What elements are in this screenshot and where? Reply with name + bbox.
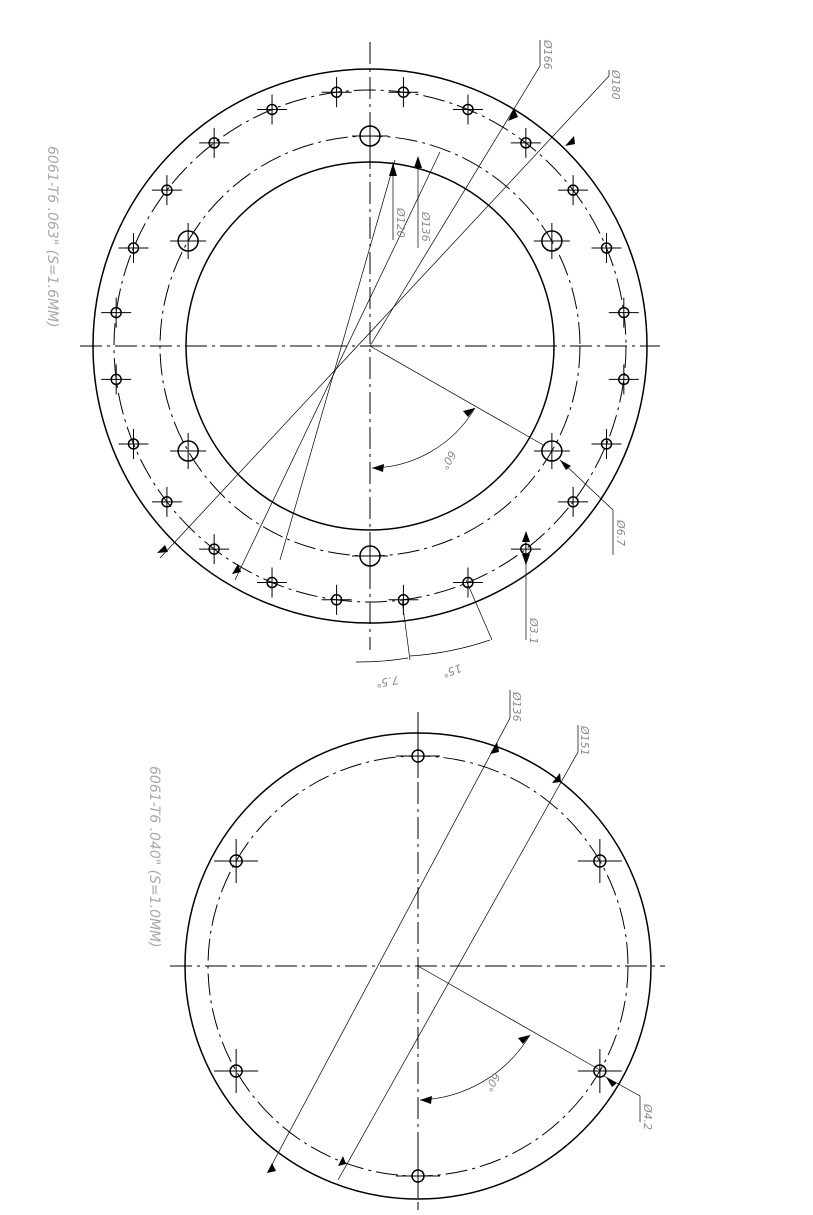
dim-label-small-hole: Ø3.1 — [527, 618, 540, 645]
part-b-arrows — [267, 742, 617, 1173]
arrow — [490, 742, 499, 754]
arc-7-5 — [356, 658, 408, 662]
mount-hole — [214, 839, 258, 883]
small-hole — [592, 233, 622, 263]
dim-label-outer-diameter: Ø166 — [541, 40, 554, 70]
dia-line-120 — [280, 160, 395, 560]
small-hole — [199, 128, 229, 158]
small-hole — [453, 94, 483, 124]
part-a-arrows — [157, 108, 575, 574]
small-hole — [609, 298, 639, 328]
mount-hole — [214, 1049, 258, 1093]
small-hole — [101, 298, 131, 328]
dim-label-hole-circle: Ø136 — [419, 212, 432, 242]
arrow — [338, 1156, 346, 1166]
leader-151 — [338, 725, 578, 1180]
arrow — [389, 163, 397, 176]
small-hole — [453, 568, 483, 598]
small-hole — [558, 487, 588, 517]
small-hole — [322, 77, 352, 107]
ring-part-a — [44, 39, 660, 690]
dim-label-outer-diameter: Ø180 — [609, 70, 622, 100]
small-hole — [592, 429, 622, 459]
large-hole — [170, 223, 206, 259]
material-note: 6061-T6 .040" (S=1.0MM) — [146, 766, 162, 948]
small-hole — [322, 585, 352, 615]
arc-60 — [372, 408, 475, 468]
arc-15 — [410, 640, 490, 656]
small-hole — [118, 429, 148, 459]
dim-label-angle-offset: 7.5° — [374, 673, 400, 690]
large-hole — [534, 223, 570, 259]
dia-line-136 — [235, 152, 440, 580]
dim-label-large-hole: Ø6.7 — [614, 520, 627, 547]
dim-label-outer-diameter: Ø151 — [578, 726, 591, 756]
mount-hole — [578, 839, 622, 883]
arrow — [372, 464, 384, 472]
small-hole — [199, 534, 229, 564]
dim-label-angle: 60° — [437, 448, 459, 472]
ring-part-b — [146, 690, 665, 1210]
angle-15-ray-a — [402, 600, 410, 660]
mount-hole — [578, 1049, 622, 1093]
mount-hole — [396, 734, 440, 778]
arrow — [522, 531, 530, 542]
small-hole — [388, 77, 418, 107]
small-hole — [152, 175, 182, 205]
arrow — [267, 1163, 276, 1173]
part-b-geometry — [170, 712, 665, 1210]
small-hole — [558, 175, 588, 205]
arc-60 — [420, 1035, 530, 1100]
small-hole — [609, 364, 639, 394]
arrow — [552, 773, 561, 783]
large-hole — [170, 433, 206, 469]
dim-label-hole: Ø4.2 — [641, 1104, 654, 1131]
arrow — [522, 554, 530, 565]
small-hole — [511, 128, 541, 158]
dim-label-angle-step: 15° — [440, 661, 464, 681]
arrow — [463, 408, 475, 417]
material-note: 6061-T6 .063" (S=1.6MM) — [44, 146, 60, 328]
arrow — [518, 1035, 530, 1044]
arrow — [157, 545, 168, 553]
arrow — [414, 156, 422, 168]
dim-label-inner-diameter: Ø120 — [394, 208, 407, 238]
large-hole — [352, 538, 388, 574]
large-hole — [352, 118, 388, 154]
part-b-dimension-lines — [268, 690, 640, 1180]
small-hole — [152, 487, 182, 517]
dim-label-bolt-circle: Ø136 — [510, 692, 523, 722]
dim-label-angle: 60° — [481, 1070, 503, 1094]
small-hole — [101, 364, 131, 394]
arrow — [420, 1096, 432, 1104]
arrow — [232, 564, 241, 574]
mount-hole — [396, 1154, 440, 1198]
angle-15-ray-b — [466, 580, 492, 640]
small-hole — [118, 233, 148, 263]
small-hole — [257, 568, 287, 598]
angle-ray — [418, 966, 600, 1070]
arrow — [565, 136, 575, 146]
small-hole — [257, 94, 287, 124]
